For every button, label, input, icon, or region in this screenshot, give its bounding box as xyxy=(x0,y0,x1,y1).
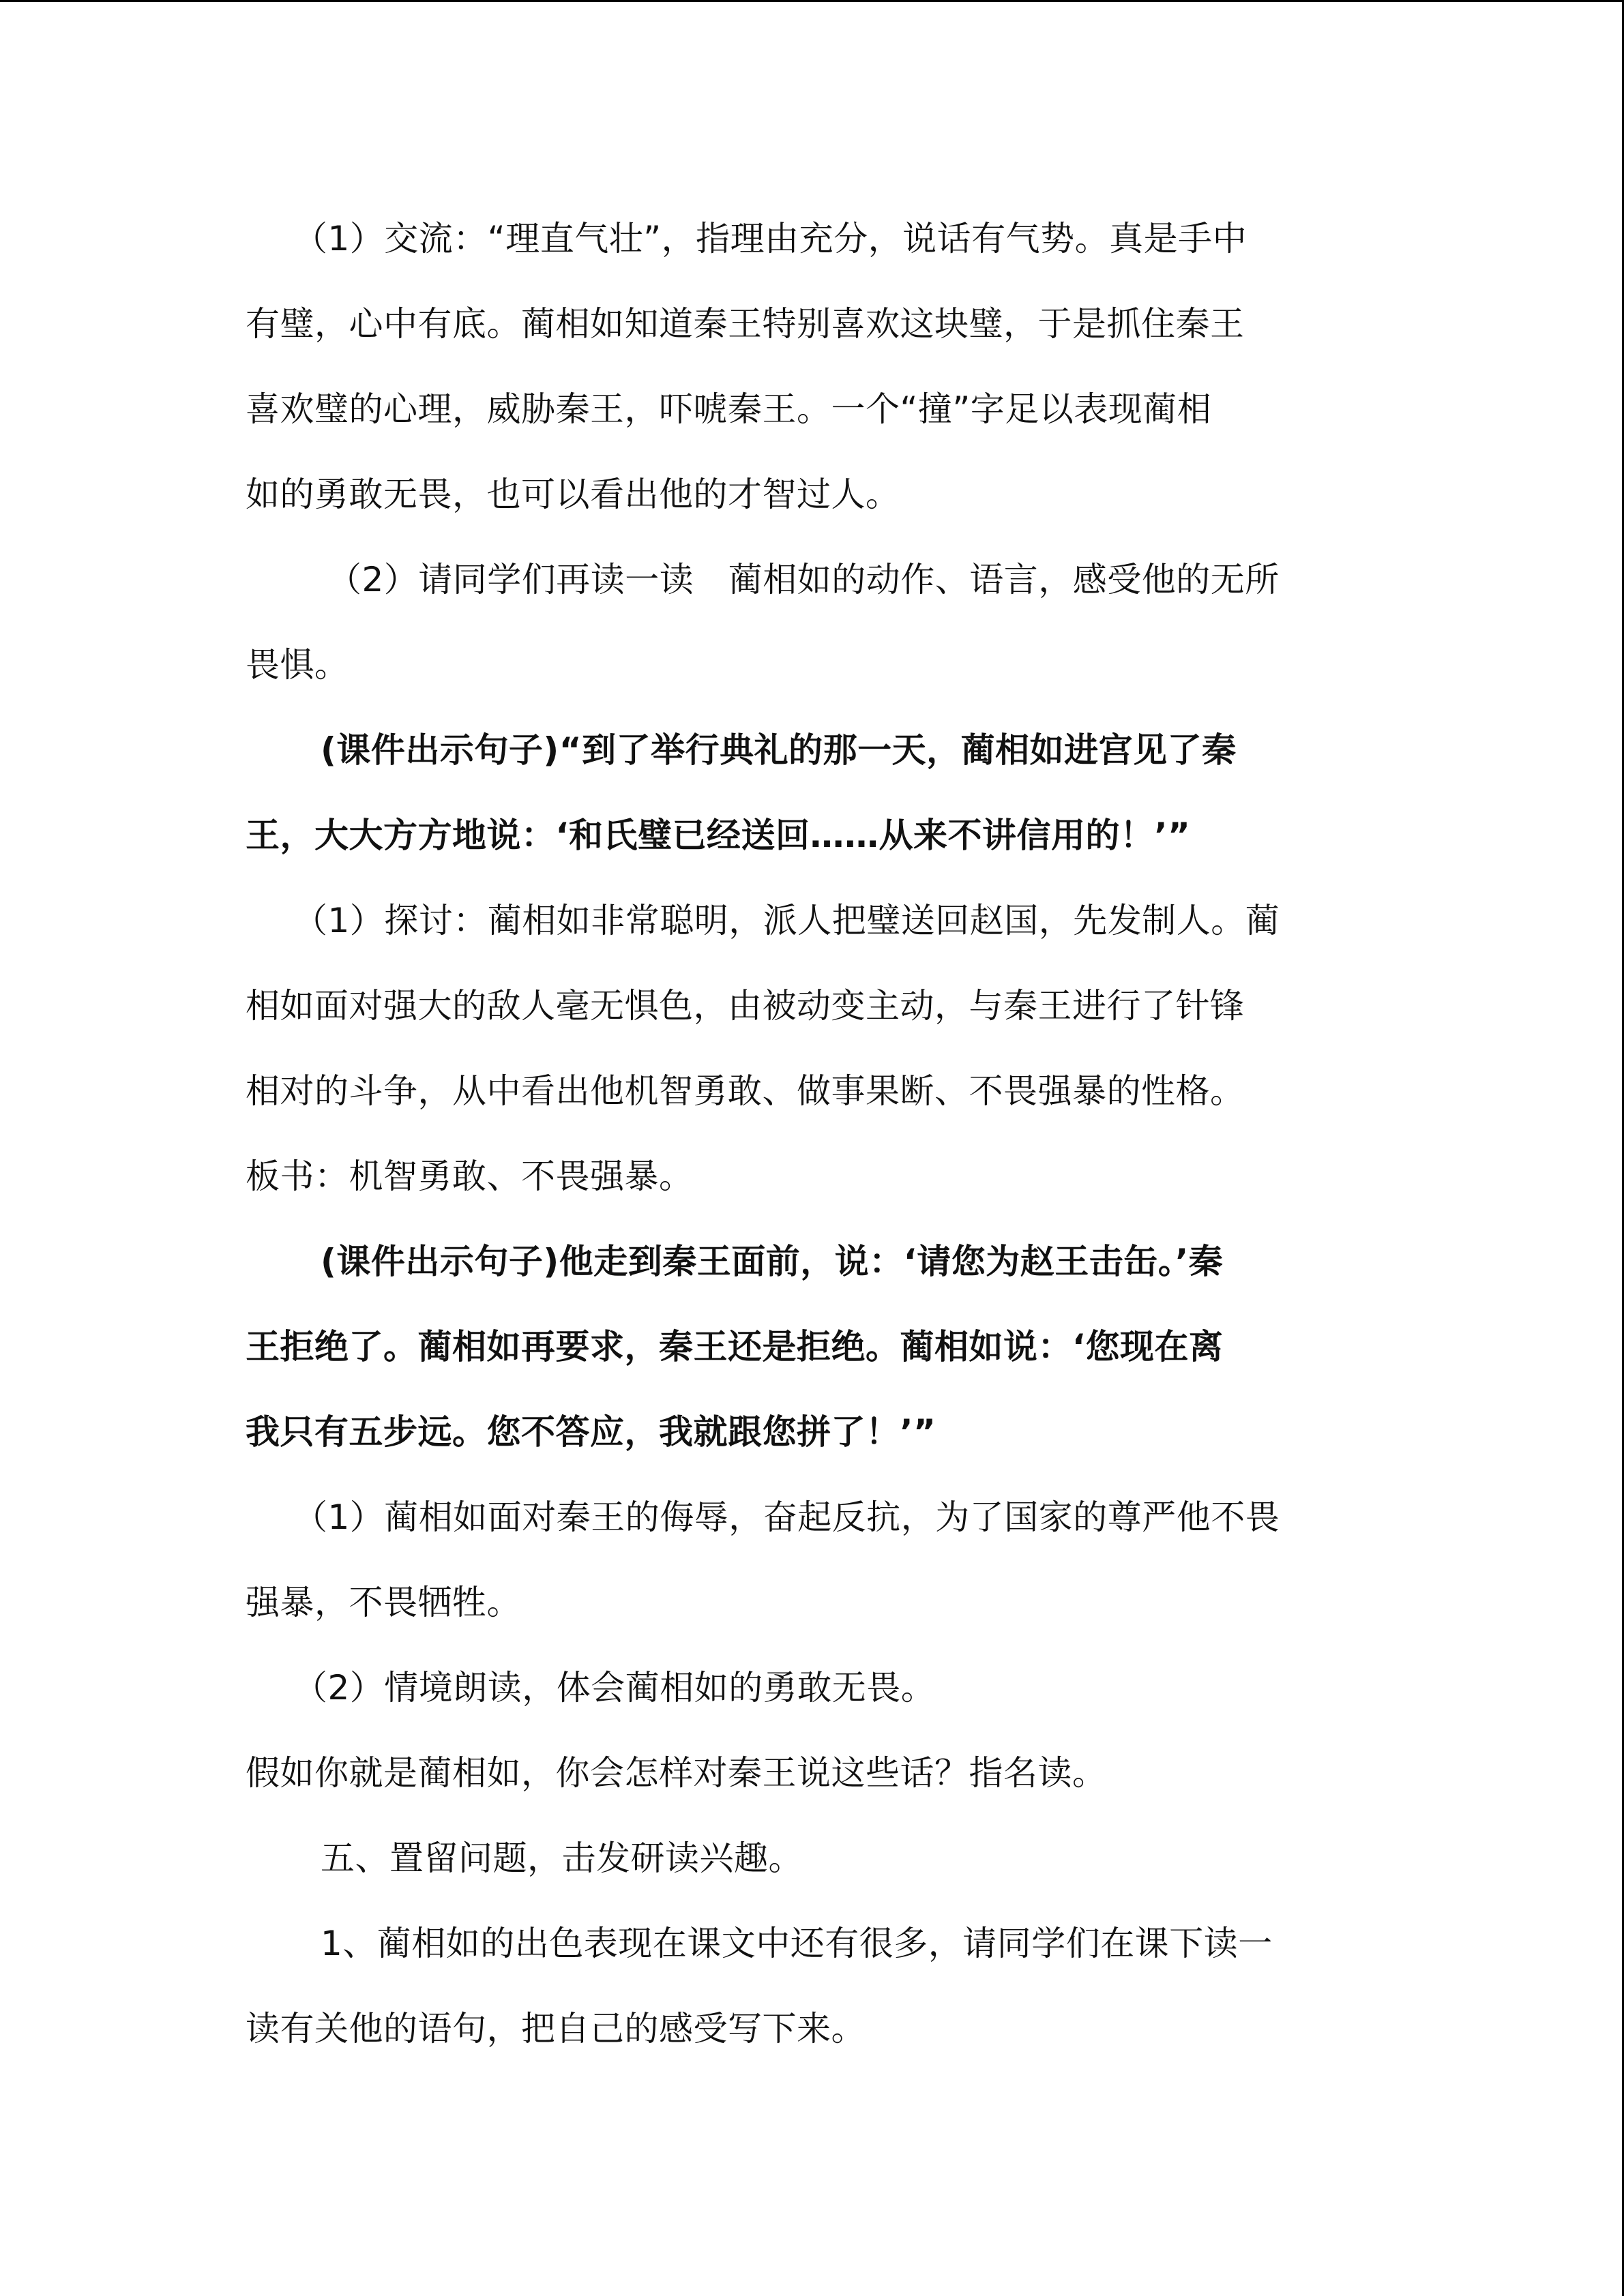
text-line: （1）探讨：蔺相如非常聪明，派人把璧送回赵国，先发制人。蔺 xyxy=(293,901,1280,940)
text-line: （1）交流：“理直气壮”，指理由充分，说话有气势。真是手中 xyxy=(293,219,1247,258)
text-line: 有璧，心中有底。蔺相如知道秦王特别喜欢这块璧，于是抓住秦王 xyxy=(246,304,1245,344)
text-line: 强暴，不畏牺牲。 xyxy=(246,1583,521,1622)
bold-quote-line: (课件出示句子)“到了举行典礼的那一天，蔺相如进宫见了秦 xyxy=(321,730,1237,770)
text-line: （1）蔺相如面对秦王的侮辱，奋起反抗，为了国家的尊严他不畏 xyxy=(293,1497,1280,1537)
section-heading: 五、置留问题，击发研读兴趣。 xyxy=(321,1838,803,1878)
bold-quote-line: 王拒绝了。蔺相如再要求，秦王还是拒绝。蔺相如说：‘您现在离 xyxy=(246,1327,1224,1367)
text-line: 相如面对强大的敌人毫无惧色，由被动变主动，与秦王进行了针锋 xyxy=(246,986,1245,1026)
text-line: 畏惧。 xyxy=(246,645,349,685)
text-line: （2）情境朗读，体会蔺相如的勇敢无畏。 xyxy=(293,1668,936,1708)
text-line: （2）请同学们再读一读 蔺相如的动作、语言，感受他的无所 xyxy=(327,560,1280,599)
text-line: 板书：机智勇敢、不畏强暴。 xyxy=(246,1157,694,1196)
text-line: 喜欢璧的心理，威胁秦王，吓唬秦王。一个“撞”字足以表现蔺相 xyxy=(246,389,1212,429)
bold-quote-line: 我只有五步远。您不答应，我就跟您拼了！’” xyxy=(246,1412,936,1452)
text-line: 1、蔺相如的出色表现在课文中还有很多，请同学们在课下读一 xyxy=(321,1924,1273,1963)
bold-quote-line: 王，大大方方地说：‘和氏璧已经送回……从来不讲信用的！’” xyxy=(246,816,1191,855)
text-line: 如的勇敢无畏，也可以看出他的才智过人。 xyxy=(246,475,900,514)
text-line: 相对的斗争，从中看出他机智勇敢、做事果断、不畏强暴的性格。 xyxy=(246,1071,1245,1111)
text-line: 读有关他的语句，把自己的感受写下来。 xyxy=(246,2009,866,2048)
bold-quote-line: (课件出示句子)他走到秦王面前，说：‘请您为赵王击缶。’秦 xyxy=(321,1242,1224,1281)
text-line: 假如你就是蔺相如，你会怎样对秦王说这些话？指名读。 xyxy=(246,1753,1107,1793)
